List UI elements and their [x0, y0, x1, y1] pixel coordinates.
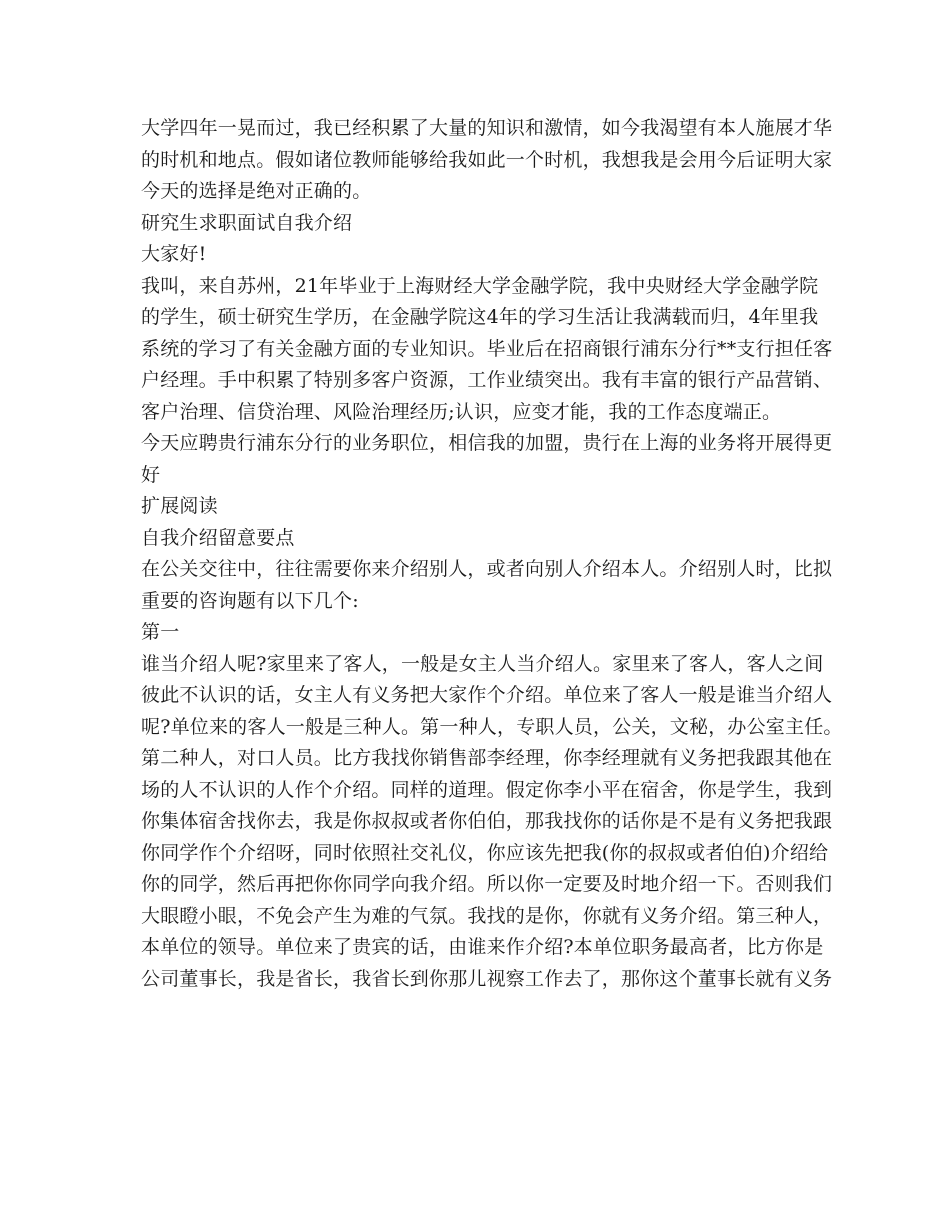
section-heading: 自我介绍留意要点 [141, 526, 295, 549]
text-line: 场的人不认识的人作个介绍。同样的道理。假定你李小平在宿舍，你是学生，我到 [141, 778, 833, 801]
text-line: 大学四年一晃而过，我已经积累了大量的知识和激情，如今我渴望有本人施展才华 [141, 117, 833, 139]
text-line: 彼此不认识的话，女主人有义务把大家作个介绍。单位来了客人一般是谁当介绍人 [141, 684, 833, 706]
text-line: 今天应聘贵行浦东分行的业务职位，相信我的加盟，贵行在上海的业务将开展得更 [141, 432, 833, 454]
text-line: 你集体宿舍找你去，我是你叔叔或者你伯伯，那我找你的话你是不是有义务把我跟 [141, 810, 833, 832]
section-heading: 扩展阅读 [141, 495, 218, 517]
document-body [141, 113, 843, 995]
text-line: 客户治理、信贷治理、风险治理经历;认识，应变才能，我的工作态度端正。 [141, 400, 782, 423]
greeting-line: 大家好! [141, 243, 207, 265]
text-line: 户经理。手中积累了特别多客户资源，工作业绩突出。我有丰富的银行产品营销、 [141, 369, 833, 391]
text-line: 好 [141, 463, 161, 486]
text-line: 公司董事长，我是省长，我省长到你那儿视察工作去了，那你这个董事长就有义务 [141, 967, 833, 990]
list-heading: 第一 [141, 621, 180, 643]
text-line: 今天的选择是绝对正确的。 [141, 180, 372, 202]
text-line: 谁当介绍人呢?家里来了客人，一般是女主人当介绍人。家里来了客人，客人之间 [141, 652, 824, 675]
text-line: 重要的咨询题有以下几个: [141, 589, 359, 612]
text-line: 你同学作个介绍呀，同时依照社交礼仪，你应该先把我(你的叔叔或者伯伯)介绍给 [141, 841, 829, 864]
text-line: 在公关交往中，往往需要你来介绍别人，或者向别人介绍本人。介绍别人时，比拟 [141, 558, 833, 580]
text-line: 本单位的领导。单位来了贵宾的话，由谁来作介绍?本单位职务最高者，比方你是 [141, 936, 824, 958]
text-line: 的学生，硕士研究生学历，在金融学院这4年的学习生活让我满载而归，4年里我 [141, 306, 819, 328]
text-line: 系统的学习了有关金融方面的专业知识。毕业后在招商银行浦东分行**支行担任客 [141, 337, 833, 360]
text-line: 呢?单位来的客人一般是三种人。第一种人，专职人员，公关，文秘，办公室主任。 [141, 715, 843, 738]
text-line: 我叫，来自苏州，21年毕业于上海财经大学金融学院，我中央财经大学金融学院 [141, 274, 819, 297]
section-heading: 研究生求职面试自我介绍 [141, 211, 353, 234]
text-line: 你的同学，然后再把你你同学向我介绍。所以你一定要及时地介绍一下。否则我们 [141, 873, 833, 895]
text-line: 大眼瞪小眼，不免会产生为难的气氛。我找的是你，你就有义务介绍。第三种人， [141, 904, 833, 927]
text-line: 第二种人，对口人员。比方我找你销售部李经理，你李经理就有义务把我跟其他在 [141, 747, 833, 769]
text-line: 的时机和地点。假如诸位教师能够给我如此一个时机，我想我是会用今后证明大家 [141, 148, 833, 171]
